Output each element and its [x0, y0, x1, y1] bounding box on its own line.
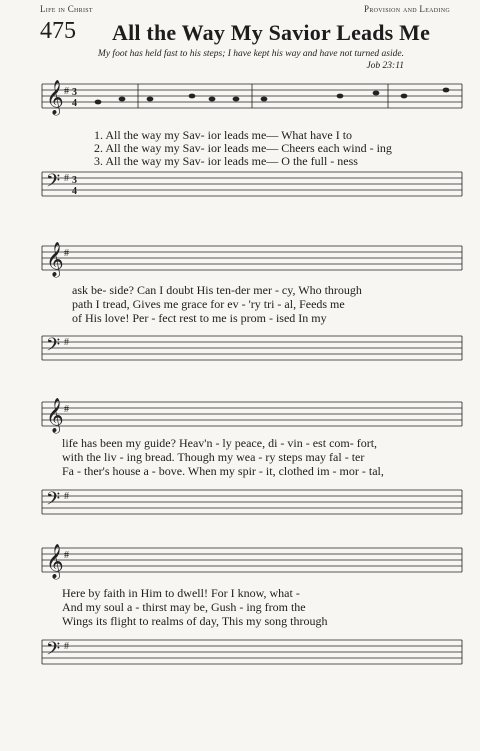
- section-header-left: Life in Christ: [40, 4, 93, 14]
- hymn-title: All the Way My Savior Leads Me: [112, 20, 431, 45]
- lyric-line-3-1: life has been my guide? Heav'n - ly peace, di - vin - est com- fort,: [62, 436, 378, 450]
- lyric-line-2-1: ask be- side? Can I doubt His ten-der mer - cy, Who through: [72, 283, 362, 297]
- bass-staff-3: [0, 482, 480, 532]
- lyric-line-3-2: with the liv - ing bread. Though my wea - ry steps may fal - ter: [62, 450, 365, 464]
- svg-text:4: 4: [72, 186, 77, 197]
- svg-text:𝄞: 𝄞: [46, 399, 64, 432]
- scripture-epigraph: [98, 48, 404, 72]
- svg-text:𝄞: 𝄞: [46, 545, 64, 578]
- lyric-line-1-2: 2. All the way my Sav- ior leads me— Cheers each wind - ing: [94, 141, 392, 155]
- svg-text:#: #: [64, 173, 69, 184]
- lyric-line-1-1: 1. All the way my Sav- ior leads me— What have I to: [94, 128, 353, 142]
- svg-text:#: #: [64, 337, 69, 348]
- svg-text:𝄢: 𝄢: [46, 488, 61, 513]
- bass-staff-4: [0, 632, 480, 702]
- lyric-line-4-1: Here by faith in Him to dwell! For I know, what -: [62, 586, 300, 600]
- svg-text:4: 4: [72, 98, 77, 109]
- lyric-line-2-2: path I tread, Gives me grace for ev - 'ry tri - al, Feeds me: [72, 297, 345, 311]
- svg-text:𝄢: 𝄢: [46, 170, 61, 195]
- epigraph-text: My foot has held fast to his steps; I have kept his way and have not turned aside.: [97, 49, 404, 59]
- svg-text:𝄢: 𝄢: [46, 638, 61, 663]
- svg-text:#: #: [64, 86, 69, 97]
- section-header-right: Provision and Leading: [364, 4, 450, 14]
- epigraph-reference: Job 23:11: [366, 61, 404, 71]
- svg-text:#: #: [64, 491, 69, 502]
- svg-text:3: 3: [72, 87, 77, 98]
- svg-text:3: 3: [72, 175, 77, 186]
- bass-staff-2: [0, 328, 480, 378]
- bass-staff-1: [0, 164, 480, 214]
- hymn-number: 475: [40, 18, 76, 44]
- lyric-line-2-3: of His love! Per - fect rest to me is prom - ised In my: [72, 311, 327, 325]
- svg-text:#: #: [64, 641, 69, 652]
- svg-text:𝄢: 𝄢: [46, 334, 61, 359]
- svg-text:#: #: [64, 404, 69, 415]
- lyric-line-1-3: 3. All the way my Sav- ior leads me— O the full - ness: [94, 154, 358, 168]
- lyric-line-4-3: Wings its flight to realms of day, This my song through: [62, 614, 328, 628]
- svg-text:#: #: [64, 550, 69, 561]
- lyric-line-3-3: Fa - ther's house a - bove. When my spir - it, clothed im - mor - tal,: [62, 464, 384, 478]
- svg-text:#: #: [64, 248, 69, 259]
- svg-text:𝄞: 𝄞: [46, 81, 64, 114]
- lyric-line-4-2: And my soul a - thirst may be, Gush - ing from the: [62, 600, 306, 614]
- svg-text:𝄞: 𝄞: [46, 243, 64, 276]
